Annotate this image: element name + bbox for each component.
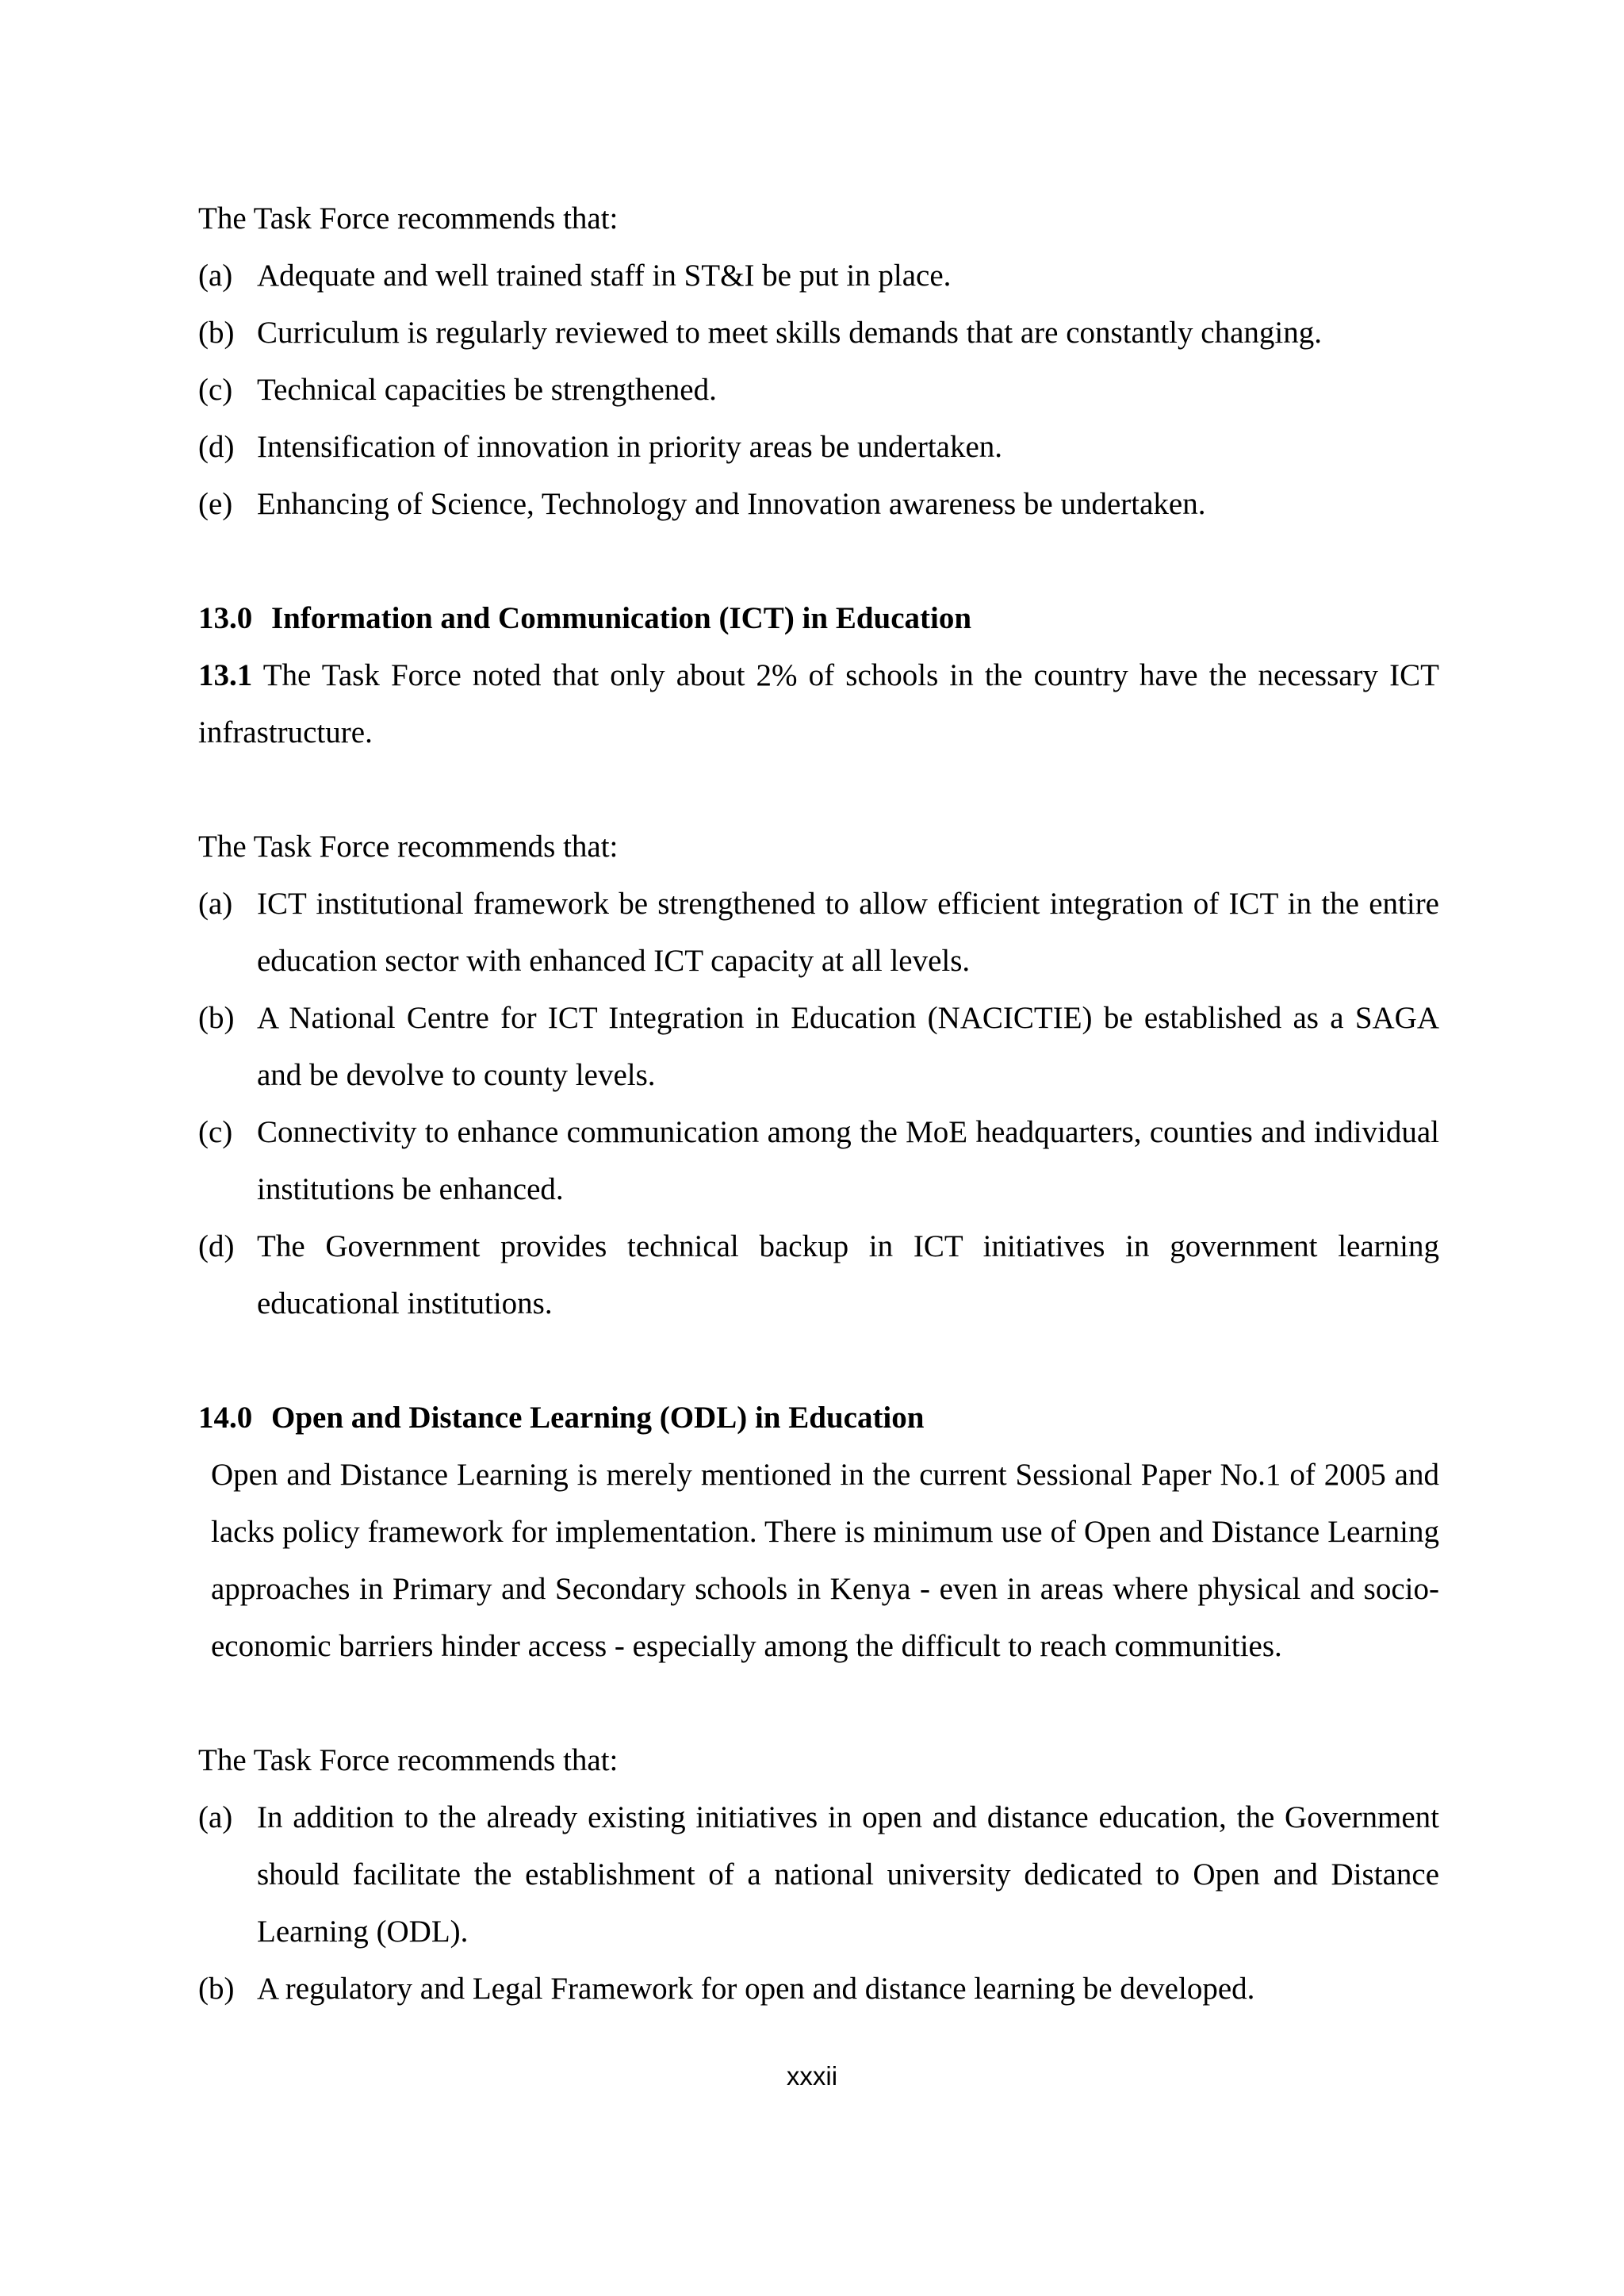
page-number: xxxii [786, 2061, 838, 2091]
section-number: 13.0 [198, 601, 253, 635]
list-item [198, 990, 1439, 1104]
list-marker: (c) [198, 1115, 233, 1149]
section-title: Information and Communication (ICT) in Education [271, 601, 972, 635]
list-item [198, 476, 1439, 533]
list-marker: (b) [198, 1001, 235, 1035]
recommendations-list [198, 1789, 1439, 2018]
list-marker: (b) [198, 316, 235, 350]
recommendations-intro: The Task Force recommends that: [198, 830, 619, 864]
list-item-text: Curriculum is regularly reviewed to meet skills demands that are constantly changing. [257, 316, 1322, 350]
list-marker: (b) [198, 1972, 235, 2006]
list-item-text: ICT institutional framework be strengthened to allow efficient integration of ICT in the entire education sector with enhanced ICT capacity at all levels. [257, 887, 1439, 978]
list-marker: (d) [198, 1229, 235, 1263]
list-marker: (a) [198, 259, 233, 293]
recommendations-intro: The Task Force recommends that: [198, 1743, 619, 1777]
subsection-number: 13.1 [198, 658, 253, 692]
recommendations-list [198, 876, 1439, 1332]
list-item-text: A regulatory and Legal Framework for open and distance learning be developed. [257, 1972, 1255, 2006]
list-marker: (c) [198, 373, 233, 407]
section-heading-14 [198, 1389, 1439, 1447]
subsection-text: The Task Force noted that only about 2% of schools in the country have the necessary ICT infrastructure. [198, 658, 1439, 749]
list-item-text: A National Centre for ICT Integration in Education (NACICTIE) be established as a SAGA and be devolve to county levels. [257, 1001, 1439, 1092]
section-number: 14.0 [198, 1401, 253, 1435]
list-item-text: In addition to the already existing initiatives in open and distance education, the Government should facilitate the establishment of a national university dedicated to Open and Distance Learning (ODL). [257, 1800, 1439, 1949]
list-item [198, 305, 1439, 362]
list-item-text: Technical capacities be strengthened. [257, 373, 717, 407]
list-marker: (e) [198, 487, 233, 521]
spacer [198, 1332, 1439, 1389]
section-heading-13 [198, 590, 1439, 647]
list-item [198, 247, 1439, 305]
list-item [198, 1961, 1439, 2018]
list-item [198, 362, 1439, 419]
list-item [198, 1789, 1439, 1961]
list-item [198, 876, 1439, 990]
section-13-1-paragraph [198, 647, 1439, 761]
list-item-text: The Government provides technical backup in ICT initiatives in government learning educational institutions. [257, 1229, 1439, 1320]
spacer [198, 533, 1439, 590]
section-14-paragraph: Open and Distance Learning is merely mentioned in the current Sessional Paper No.1 of 2005 and lacks policy framework for implementation. There is minimum use of Open and Distance Learning approaches in Primary and Secondary schools in Kenya - even in areas where physical and socio-economic barriers hinder access - especially among the difficult to reach communities. [211, 1458, 1439, 1663]
list-item-text: Connectivity to enhance communication among the MoE headquarters, counties and individual institutions be enhanced. [257, 1115, 1439, 1206]
spacer [198, 761, 1439, 818]
list-marker: (a) [198, 1800, 233, 1834]
spacer [198, 1675, 1439, 1732]
document-page [198, 190, 1439, 2018]
list-marker: (a) [198, 887, 233, 921]
list-item-text: Adequate and well trained staff in ST&I be put in place. [257, 259, 952, 293]
list-item [198, 1218, 1439, 1332]
list-item-text: Enhancing of Science, Technology and Innovation awareness be undertaken. [257, 487, 1206, 521]
recommendations-intro: The Task Force recommends that: [198, 201, 619, 236]
list-item [198, 419, 1439, 476]
section-title: Open and Distance Learning (ODL) in Education [271, 1401, 925, 1435]
list-item-text: Intensification of innovation in priority areas be undertaken. [257, 430, 1003, 464]
list-marker: (d) [198, 430, 235, 464]
list-item [198, 1104, 1439, 1218]
recommendations-list [198, 247, 1439, 533]
